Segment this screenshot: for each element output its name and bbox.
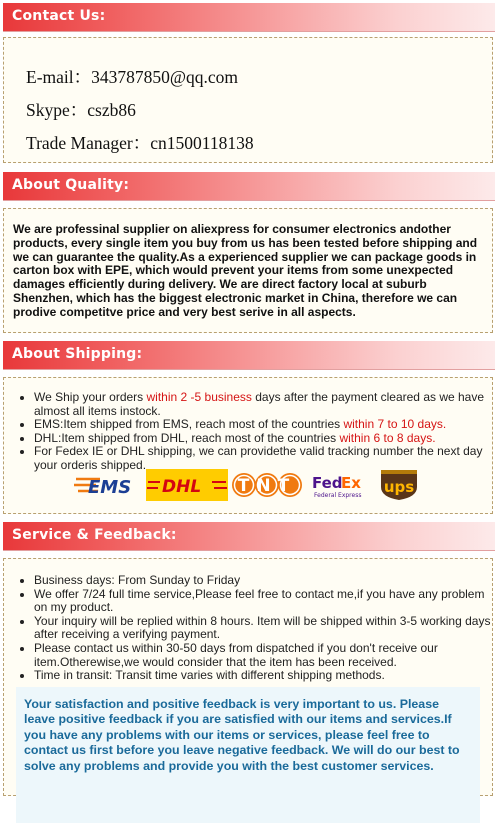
list-item: • Your inquiry will be replied within 8 hours. Item will be shipped within 3-5 working days after receiving a verifying payment. <box>34 615 496 642</box>
dhl-logo-text: DHL <box>162 477 202 497</box>
service-header <box>3 522 495 551</box>
service-box <box>3 558 493 796</box>
ems-logo-text: EMS <box>88 477 132 498</box>
list-item: • DHL:Item shipped from DHL, reach most of the countries within 6 to 8 days. <box>34 432 496 446</box>
tnt-logo <box>232 469 302 501</box>
quality-header-title: About Quality: <box>12 177 130 193</box>
list-item: • We Ship your orders within 2 -5 business days after the payment cleared as we have almost all items instock. <box>34 391 496 418</box>
list-item: • Please contact us within 30-50 days from dispatched if you don't receive our item.Otherewise,we would consider that the item has been received. <box>34 642 496 669</box>
list-item: • For Fedex IE or DHL shipping, we can providethe valid tracking number the next day your orderis shipped. <box>34 445 496 472</box>
dhl-logo <box>146 469 228 501</box>
contact-box <box>3 37 493 163</box>
contact-header-title: Contact Us: <box>12 8 106 24</box>
fedex-logo <box>310 469 370 501</box>
quality-text: We are professinal supplier on aliexpress for consumer electronics andother products, every single item you buy from us has been tested before shipping and we can guarantee the quality.As a experienced supplier we can package goods in carton box with EPE, which would prevent your items from some unexpected damages efficiently during delivery. We are direct factory local at suburb Shenzhen, which has the biggest electronic market in China, therefore we can prodive competitve price and very best serive in all aspects. <box>13 222 478 319</box>
contact-trade-manager: Trade Manager：cn1500118138 <box>26 133 254 153</box>
contact-header <box>3 3 495 32</box>
quality-header <box>3 172 495 201</box>
ups-logo <box>376 469 422 501</box>
list-item: • EMS:Item shipped from EMS, reach most of the countries within 7 to 10 days. <box>34 418 496 432</box>
list-item: • We offer 7/24 full time service,Please feel free to contact me,if you have any problem on my product. <box>34 588 496 615</box>
quality-box <box>3 208 493 333</box>
fedex-logo-fed: Fed <box>312 474 343 492</box>
shipping-list <box>18 391 496 473</box>
shipping-header-title: About Shipping: <box>12 346 143 362</box>
ups-logo-text: ups <box>383 478 415 496</box>
service-list <box>18 574 496 683</box>
feedback-message: Your satisfaction and positive feedback is very important to us. Please leave positive feedback if you are satisfied with our items and services.If you have any problems with our items or services, please feel free to contact us first before you leave negative feedback. We will do our best to solve any problems and provide you with the best customer services. <box>16 687 480 823</box>
ems-logo <box>72 469 140 501</box>
shipping-header <box>3 341 495 370</box>
list-item: • Business days: From Sunday to Friday <box>34 574 496 588</box>
list-item: • Time in transit: Transit time varies with different shipping methods. <box>34 669 496 683</box>
tnt-logo-text: TNT <box>237 476 297 496</box>
shipping-box <box>3 377 493 514</box>
fedex-logo-ex: Ex <box>341 474 361 492</box>
fedex-logo-sub: Federal Express <box>314 492 362 499</box>
service-header-title: Service & Feedback: <box>12 527 177 543</box>
contact-skype: Skype：cszb86 <box>26 100 136 120</box>
contact-email: E-mail：343787850@qq.com <box>26 67 238 87</box>
